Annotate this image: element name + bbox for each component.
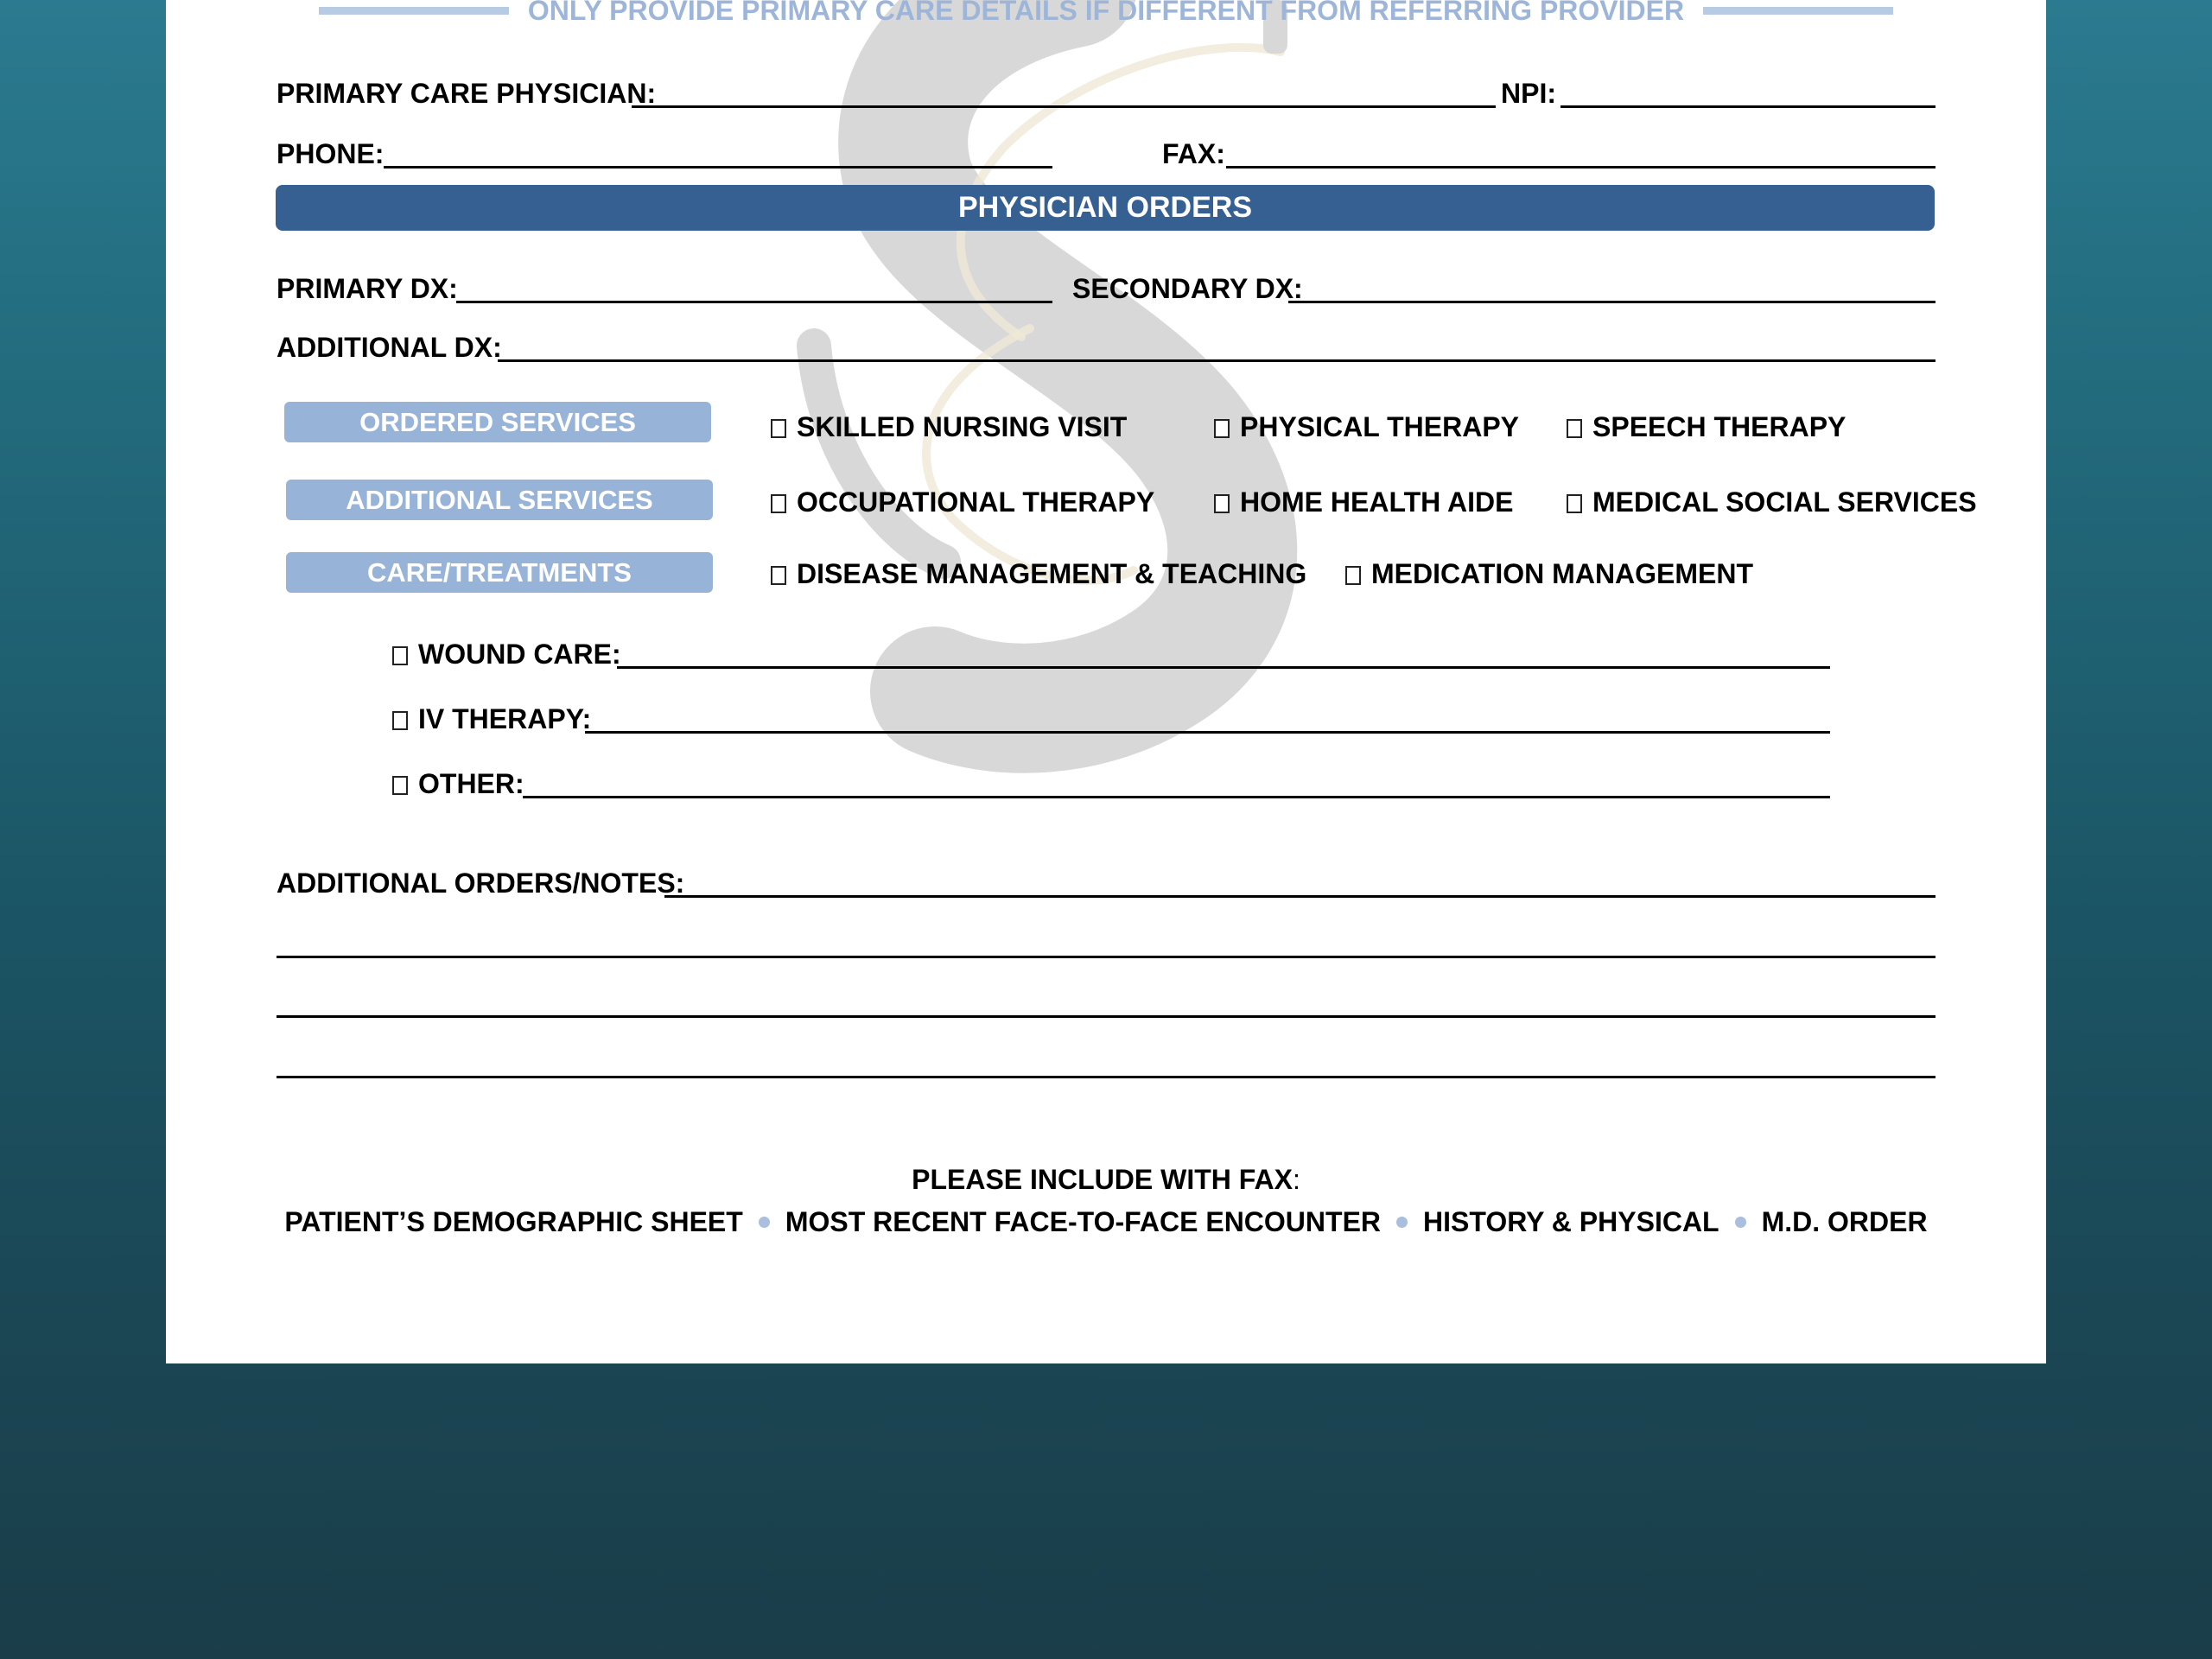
secondary-dx-label: SECONDARY DX: (1072, 273, 1303, 304)
phone-field[interactable] (384, 166, 1052, 168)
notice-bar-right (1703, 7, 1893, 15)
disease-management-label: DISEASE MANAGEMENT & TEACHING (797, 558, 1307, 589)
footer-item-history-physical: HISTORY & PHYSICAL (1423, 1206, 1719, 1237)
medication-management-option[interactable] (1345, 560, 1753, 588)
wound-care-checkbox[interactable] (392, 646, 408, 665)
footer-item-face-to-face: MOST RECENT FACE-TO-FACE ENCOUNTER (785, 1206, 1382, 1237)
occupational-therapy-checkbox[interactable] (771, 494, 786, 513)
footer-title-colon: : (1293, 1164, 1300, 1195)
fax-label: FAX: (1162, 138, 1225, 169)
wound-care-option[interactable] (392, 640, 621, 668)
other-option[interactable] (392, 770, 524, 798)
physician-orders-banner (276, 185, 1935, 231)
physical-therapy-option[interactable] (1214, 413, 1519, 441)
primary-dx-label: PRIMARY DX: (276, 273, 458, 304)
notes-label: ADDITIONAL ORDERS/NOTES: (276, 868, 685, 899)
iv-therapy-option[interactable] (392, 705, 591, 733)
fax-field[interactable] (1226, 166, 1936, 168)
secondary-dx-field[interactable] (1288, 301, 1936, 303)
physician-orders-title: PHYSICIAN ORDERS (957, 191, 1253, 224)
medical-social-services-checkbox[interactable] (1567, 494, 1582, 513)
speech-therapy-checkbox[interactable] (1567, 419, 1582, 438)
disease-management-option[interactable] (771, 560, 1306, 588)
occupational-therapy-label: OCCUPATIONAL THERAPY (797, 486, 1155, 518)
other-checkbox[interactable] (392, 776, 408, 795)
skilled-nursing-checkbox[interactable] (771, 419, 786, 438)
care-treatments-label: CARE/TREATMENTS (367, 556, 632, 588)
phone-label: PHONE: (276, 138, 385, 169)
medication-management-label: MEDICATION MANAGEMENT (1371, 558, 1754, 589)
other-field[interactable] (523, 796, 1830, 798)
additional-dx-label: ADDITIONAL DX: (276, 332, 502, 363)
ordered-services-pill (284, 402, 711, 442)
footer-title-text: PLEASE INCLUDE WITH FAX (912, 1164, 1293, 1195)
disease-management-checkbox[interactable] (771, 566, 786, 585)
wound-care-field[interactable] (617, 666, 1830, 669)
bullet-dot-icon (1396, 1217, 1408, 1228)
additional-services-label: ADDITIONAL SERVICES (346, 484, 653, 515)
speech-therapy-label: SPEECH THERAPY (1592, 411, 1847, 442)
notes-line-2[interactable] (276, 956, 1936, 958)
skilled-nursing-option[interactable] (771, 413, 1127, 441)
ordered-services-label: ORDERED SERVICES (359, 406, 636, 437)
notes-line-4[interactable] (276, 1076, 1936, 1078)
medical-social-services-option[interactable] (1567, 488, 1977, 516)
notice-bar-left (319, 7, 509, 15)
iv-therapy-field[interactable] (585, 731, 1830, 734)
pcp-label: PRIMARY CARE PHYSICIAN: (276, 78, 657, 109)
occupational-therapy-option[interactable] (771, 488, 1154, 516)
other-label: OTHER: (418, 768, 524, 799)
skilled-nursing-label: SKILLED NURSING VISIT (797, 411, 1128, 442)
notes-line-1[interactable] (664, 895, 1936, 898)
primary-dx-field[interactable] (456, 301, 1052, 303)
notice-text: ONLY PROVIDE PRIMARY CARE DETAILS IF DIFFERENT FROM REFERRING PROVIDER (527, 0, 1685, 26)
care-treatments-pill (286, 552, 713, 593)
footer-title (166, 1164, 2046, 1196)
iv-therapy-label: IV THERAPY: (418, 703, 592, 734)
npi-label: NPI: (1501, 78, 1556, 109)
bullet-dot-icon (1735, 1217, 1746, 1228)
notes-line-3[interactable] (276, 1015, 1936, 1018)
speech-therapy-option[interactable] (1567, 413, 1846, 441)
notice-header (366, 0, 1846, 26)
home-health-aide-option[interactable] (1214, 488, 1513, 516)
form-page (166, 0, 2046, 1363)
iv-therapy-checkbox[interactable] (392, 711, 408, 730)
npi-field[interactable] (1560, 105, 1936, 108)
bullet-dot-icon (759, 1217, 770, 1228)
physical-therapy-label: PHYSICAL THERAPY (1240, 411, 1520, 442)
home-health-aide-checkbox[interactable] (1214, 494, 1230, 513)
pcp-field[interactable] (632, 105, 1496, 108)
footer-item-demographic: PATIENT’S DEMOGRAPHIC SHEET (284, 1206, 743, 1237)
physical-therapy-checkbox[interactable] (1214, 419, 1230, 438)
footer-item-md-order: M.D. ORDER (1761, 1206, 1928, 1237)
medication-management-checkbox[interactable] (1345, 566, 1361, 585)
home-health-aide-label: HOME HEALTH AIDE (1240, 486, 1514, 518)
additional-dx-field[interactable] (498, 359, 1936, 362)
footer-items (166, 1206, 2046, 1238)
medical-social-services-label: MEDICAL SOCIAL SERVICES (1592, 486, 1977, 518)
wound-care-label: WOUND CARE: (418, 639, 621, 670)
additional-services-pill (286, 480, 713, 520)
